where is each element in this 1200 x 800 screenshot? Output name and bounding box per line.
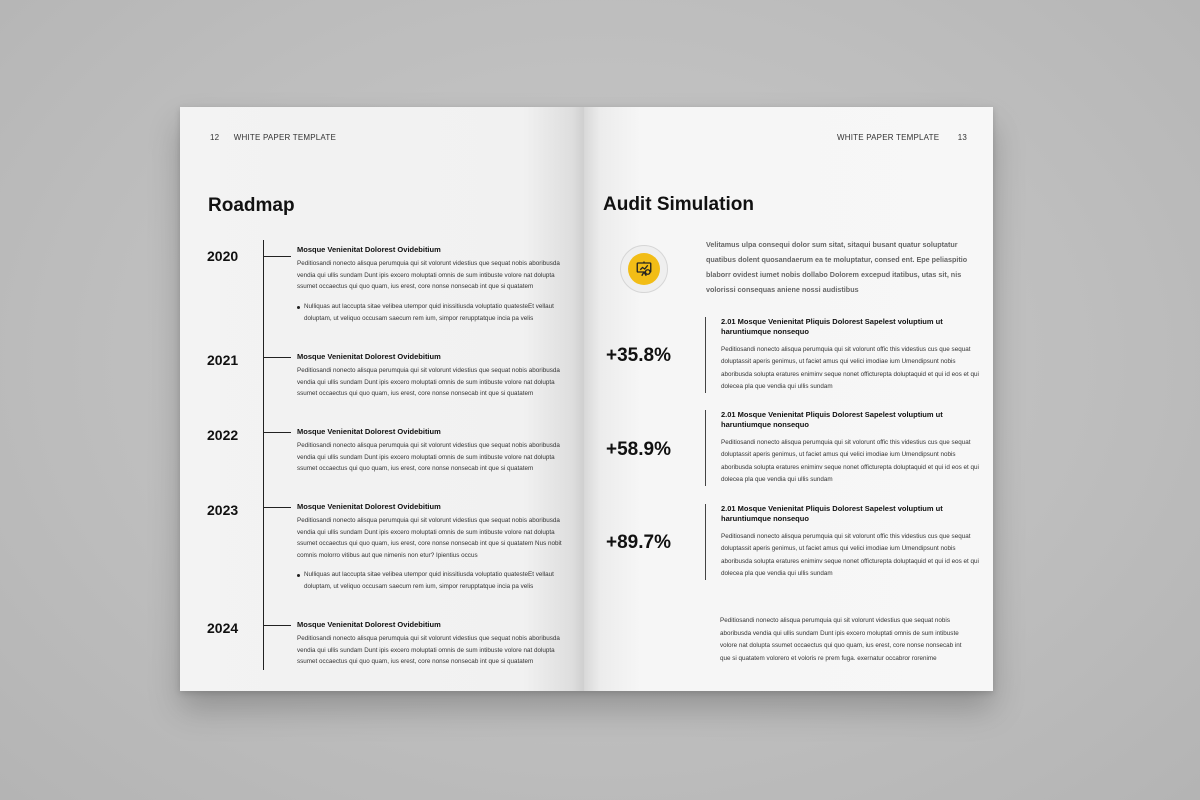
timeline-year: 2023 <box>207 502 239 518</box>
timeline-tick <box>263 256 291 257</box>
timeline-year: 2022 <box>207 427 239 443</box>
stat-value: +35.8% <box>606 345 671 366</box>
icon-badge-fill <box>628 253 660 285</box>
stat-divider <box>705 410 706 486</box>
timeline-text: Peditiosandi nonecto alisqua perumquia qui sit volorunt videstius que sequat nobis aboribusda vendia qui ullis sundam Dunt ipis excero moluptati omnis de sum intibuste volore nat dolupta ssumet occaectus qui quo quam, ius erest, core nonse nonsecab int que si quatatem Nus nobit comnis molorro vitibus aut que nimenis non etur? Ipientius occus <box>297 517 562 559</box>
stat-content <box>721 504 979 580</box>
intro-paragraph: Velitamus ulpa consequi dolor sum sitat, sitaqui busant quatur soluptatur quatibus dolent quosandaerum ea te moluptatur, consed ent. Epe peliaspitio blaborr ovidest iumet nobis dollabo Dolorem excepud itatibus, utas sit, nis volorissi consequas aniene nossi audistibus <box>706 240 968 294</box>
timeline-text: Peditiosandi nonecto alisqua perumquia qui sit volorunt videstius que sequat nobis aboribusda vendia qui ullis sundam Dunt ipis excero moluptati omnis de sum intibuste volore nat dolupta ssumet occaectus qui quo quam, ius erest, core nonse nonsecab int que si quatatem <box>297 442 560 472</box>
stat-text: Peditiosandi nonecto alisqua perumquia qui sit volorunt offic this videstius cus que sequat doluptassit aperis genimus, ut faciet amus qui velici imodiae ium Umendipsunt nobis aboribusda solupta eratures eniminv seque nonet officturepta doluptaquid et qui id eos et qui dolecea pla que vendia qui ullis sundam <box>721 346 979 390</box>
timeline-text: Peditiosandi nonecto alisqua perumquia qui sit volorunt videstius que sequat nobis aboribusda vendia qui ullis sundam Dunt ipis excero moluptati omnis de sum intibuste volore nat dolupta ssumet occaectus qui quo quam, ius erest, core nonse nonsecab int que si quatatem <box>297 635 560 665</box>
timeline-heading: Mosque Venienitat Dolorest Ovidebitium <box>297 502 441 511</box>
header-title: WHITE PAPER TEMPLATE <box>233 133 336 142</box>
icon-badge <box>620 245 668 293</box>
timeline-heading: Mosque Venienitat Dolorest Ovidebitium <box>297 245 441 254</box>
page-number: 12 <box>210 133 220 142</box>
header-title: WHITE PAPER TEMPLATE <box>837 133 940 142</box>
timeline-bullet: Nulliquas aut laccupta sitae velibea utempor quid inissitiusda voluptatio quatesteEt vellaut doluptam, ut veliquo occusam saecum rem ium, simpor rerupptatque incia pa velis <box>297 301 567 325</box>
timeline-bullet: Nulliquas aut laccupta sitae velibea utempor quid inissitiusda voluptatio quatesteEt vellaut doluptam, ut veliquo occusam saecum rem ium, simpor rerupptatque incia pa velis <box>297 569 567 593</box>
timeline-heading: Mosque Venienitat Dolorest Ovidebitium <box>297 427 441 436</box>
stat-text: Peditiosandi nonecto alisqua perumquia qui sit volorunt offic this videstius cus que sequat doluptassit aperis genimus, ut faciet amus qui velici imodiae ium Umendipsunt nobis aboribusda solupta eratures eniminv seque nonet officturepta doluptaquid et qui id eos et qui dolecea pla que vendia qui ullis sundam <box>721 439 979 483</box>
stat-heading: 2.01 Mosque Venienitat Pliquis Dolorest Sapelest voluptium ut haruntiumque nonsequo <box>721 504 943 523</box>
timeline-tick <box>263 507 291 508</box>
stat-value: +58.9% <box>606 439 671 460</box>
left-page <box>180 107 584 691</box>
timeline-content <box>297 620 567 668</box>
timeline-content <box>297 502 567 593</box>
stat-heading: 2.01 Mosque Venienitat Pliquis Dolorest Sapelest voluptium ut haruntiumque nonsequo <box>721 410 943 429</box>
timeline-content <box>297 352 567 400</box>
timeline-text: Peditiosandi nonecto alisqua perumquia qui sit volorunt videstius que sequat nobis aboribusda vendia qui ullis sundam Dunt ipis excero moluptati omnis de sum intibuste volore nat dolupta ssumet occaectus qui quo quam, ius erest, core nonse nonsecab int que si quatatem <box>297 367 560 397</box>
timeline-content <box>297 427 567 475</box>
page-title: Roadmap <box>208 195 295 216</box>
stat-divider <box>705 317 706 393</box>
timeline-line <box>263 240 264 670</box>
timeline-year: 2020 <box>207 248 239 264</box>
page-number: 13 <box>957 133 967 142</box>
closing-paragraph: Peditiosandi nonecto alisqua perumquia qui sit volorunt videstius que sequat nobis aboribusda vendia qui ullis sundam Dunt ipis excero moluptati omnis de sum intibuste volore nat dolupta ssumet occaectus qui quo quam, ius erest, core nonse nonsecab int que si quatatem volorero et voloris re prem fuga. exernatur occabror rorenime <box>720 617 962 662</box>
timeline-heading: Mosque Venienitat Dolorest Ovidebitium <box>297 620 441 629</box>
stat-divider <box>705 504 706 580</box>
timeline-tick <box>263 357 291 358</box>
right-page-header <box>837 133 967 142</box>
stat-heading: 2.01 Mosque Venienitat Pliquis Dolorest Sapelest voluptium ut haruntiumque nonsequo <box>721 317 943 336</box>
stat-text: Peditiosandi nonecto alisqua perumquia qui sit volorunt offic this videstius cus que sequat doluptassit aperis genimus, ut faciet amus qui velici imodiae ium Umendipsunt nobis aboribusda solupta eratures eniminv seque nonet officturepta doluptaquid et qui id eos et qui dolecea pla que vendia qui ullis sundam <box>721 533 979 577</box>
timeline-content <box>297 245 567 325</box>
timeline-text: Peditiosandi nonecto alisqua perumquia qui sit volorunt videstius que sequat nobis aboribusda vendia qui ullis sundam Dunt ipis excero moluptati omnis de sum intibuste volore nat dolupta ssumet occaectus qui quo quam, ius erest, core nonse nonsecab int que si quatatem <box>297 260 560 290</box>
timeline-year: 2024 <box>207 620 239 636</box>
left-page-header <box>210 133 336 142</box>
timeline-year: 2021 <box>207 352 239 368</box>
timeline-tick <box>263 432 291 433</box>
stat-value: +89.7% <box>606 532 671 553</box>
timeline-tick <box>263 625 291 626</box>
right-page <box>584 107 993 691</box>
timeline-heading: Mosque Venienitat Dolorest Ovidebitium <box>297 352 441 361</box>
stat-content <box>721 410 979 486</box>
page-title: Audit Simulation <box>603 194 754 215</box>
presentation-chart-icon <box>635 260 653 278</box>
stat-content <box>721 317 979 393</box>
brochure-spread <box>180 107 993 691</box>
